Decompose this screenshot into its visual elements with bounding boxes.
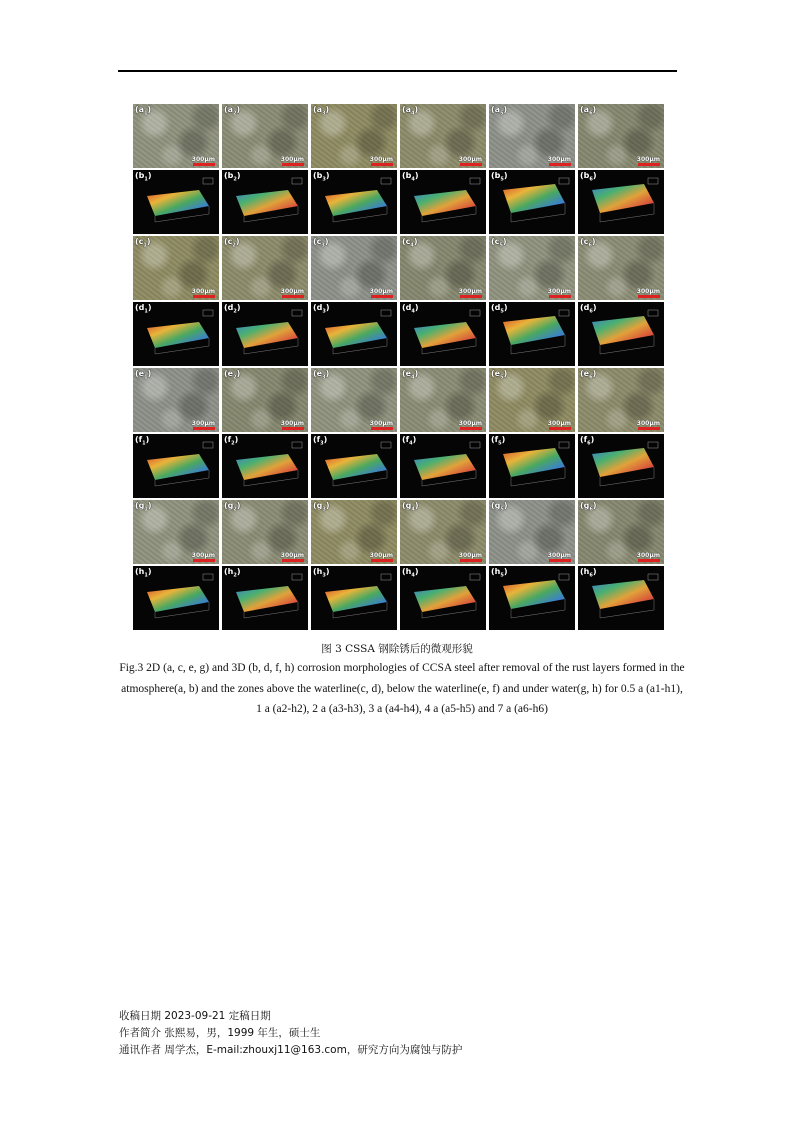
color-legend: [470, 574, 480, 580]
panel-d1: [133, 302, 219, 366]
panel-label: $(b_3)$: [313, 171, 330, 183]
panel-a4: [400, 104, 486, 168]
color-legend: [292, 574, 302, 580]
scale-bar-label: 300μm: [369, 156, 393, 163]
scale-bar: [282, 559, 304, 562]
scale-bar: [549, 427, 571, 430]
scale-bar: [549, 295, 571, 298]
panel-h3: [311, 566, 397, 630]
panel-label: $(c_2)$: [224, 237, 240, 249]
color-legend: [648, 178, 658, 184]
panel-f1: [133, 434, 219, 498]
panel-label: $(f_4)$: [402, 435, 417, 447]
scale-bar-label: 300μm: [191, 156, 215, 163]
figure-grid: [133, 104, 667, 632]
panel-f4: [400, 434, 486, 498]
panel-label: $(c_6)$: [580, 237, 596, 249]
scale-bar-label: 300μm: [458, 288, 482, 295]
color-legend: [559, 574, 569, 580]
panel-label: $(g_6)$: [580, 501, 597, 513]
panel-a6: [578, 104, 664, 168]
panel-g2: [222, 500, 308, 564]
panel-a5: [489, 104, 575, 168]
scale-bar: [549, 163, 571, 166]
panel-f2: [222, 434, 308, 498]
scale-bar: [282, 295, 304, 298]
surface-mesh: [236, 586, 298, 612]
color-legend: [470, 310, 480, 316]
panel-c3: [311, 236, 397, 300]
color-legend: [292, 442, 302, 448]
panel-label: $(d_3)$: [313, 303, 330, 315]
panel-b5: [489, 170, 575, 234]
color-legend: [203, 442, 213, 448]
scale-bar-label: 300μm: [280, 288, 304, 295]
panel-c6: [578, 236, 664, 300]
surface-mesh: [592, 316, 654, 345]
panel-c1: [133, 236, 219, 300]
surface-mesh: [325, 322, 387, 348]
panel-a1: [133, 104, 219, 168]
surface-mesh: [503, 448, 565, 477]
panel-h1: [133, 566, 219, 630]
panel-label: $(b_1)$: [135, 171, 152, 183]
scale-bar-label: 300μm: [369, 288, 393, 295]
panel-label: $(f_2)$: [224, 435, 239, 447]
scale-bar: [371, 163, 393, 166]
panel-c5: [489, 236, 575, 300]
corresponding-author: 通讯作者 周学杰，E-mail:zhouxj11@163.com，研究方向为腐蚀与防护: [119, 1044, 463, 1056]
scale-bar-label: 300μm: [636, 552, 660, 559]
scale-bar: [371, 295, 393, 298]
panel-b1: [133, 170, 219, 234]
surface-mesh: [414, 190, 476, 216]
color-legend: [381, 178, 391, 184]
scale-bar-label: 300μm: [636, 420, 660, 427]
color-legend: [559, 178, 569, 184]
scale-bar-label: 300μm: [547, 552, 571, 559]
panel-g3: [311, 500, 397, 564]
panel-g5: [489, 500, 575, 564]
received-date: 收稿日期 2023-09-21 定稿日期: [119, 1010, 271, 1022]
scale-bar-label: 300μm: [369, 420, 393, 427]
surface-mesh: [147, 454, 209, 480]
color-legend: [381, 574, 391, 580]
panel-label: $(e_2)$: [224, 369, 241, 381]
scale-bar-label: 300μm: [547, 420, 571, 427]
panel-label: $(d_6)$: [580, 303, 597, 315]
panel-label: $(a_3)$: [313, 105, 330, 117]
figure-caption-chinese: 图 3 CSSA 钢除锈后的微观形貌: [321, 643, 473, 655]
color-legend: [648, 310, 658, 316]
scale-bar: [460, 559, 482, 562]
color-legend: [292, 310, 302, 316]
panel-label: $(e_5)$: [491, 369, 508, 381]
panel-f5: [489, 434, 575, 498]
panel-label: $(a_5)$: [491, 105, 508, 117]
panel-label: $(b_6)$: [580, 171, 597, 183]
panel-label: $(d_2)$: [224, 303, 241, 315]
scale-bar: [460, 427, 482, 430]
panel-label: $(a_6)$: [580, 105, 597, 117]
scale-bar-label: 300μm: [191, 420, 215, 427]
surface-mesh: [147, 322, 209, 348]
surface-mesh: [236, 190, 298, 216]
panel-g6: [578, 500, 664, 564]
color-legend: [292, 178, 302, 184]
panel-label: $(e_1)$: [135, 369, 152, 381]
surface-mesh: [503, 316, 565, 345]
scale-bar: [638, 163, 660, 166]
header-rule: [118, 70, 677, 72]
panel-h5: [489, 566, 575, 630]
surface-mesh: [325, 190, 387, 216]
surface-mesh: [236, 454, 298, 480]
scale-bar-label: 300μm: [280, 420, 304, 427]
panel-label: $(d_1)$: [135, 303, 152, 315]
scale-bar: [549, 559, 571, 562]
panel-c4: [400, 236, 486, 300]
panel-label: $(g_2)$: [224, 501, 241, 513]
color-legend: [381, 442, 391, 448]
surface-mesh: [414, 454, 476, 480]
panel-label: $(h_2)$: [224, 567, 241, 579]
figure-caption-english: Fig.3 2D (a, c, e, g) and 3D (b, d, f, h) corrosion morphologies of CCSA steel after removal of the rust layers formed in the atmosphere(a, b) and the zones above the waterline(c, d), below the waterline(e, f) and under water(g, h) for 0.5 a (a1-h1), 1 a (a2-h2), 2 a (a3-h3), 3 a (a4-h4), 4 a (a5-h5) and 7 a (a6-h6): [119, 662, 685, 715]
panel-label: $(g_3)$: [313, 501, 330, 513]
panel-e6: [578, 368, 664, 432]
panel-b3: [311, 170, 397, 234]
scale-bar-label: 300μm: [191, 552, 215, 559]
surface-mesh: [592, 184, 654, 213]
panel-d4: [400, 302, 486, 366]
panel-h6: [578, 566, 664, 630]
scale-bar: [371, 427, 393, 430]
color-legend: [381, 310, 391, 316]
scale-bar: [193, 163, 215, 166]
panel-e3: [311, 368, 397, 432]
surface-mesh: [503, 580, 565, 609]
scale-bar-label: 300μm: [280, 156, 304, 163]
panel-label: $(e_3)$: [313, 369, 330, 381]
surface-mesh: [325, 454, 387, 480]
color-legend: [203, 310, 213, 316]
scale-bar: [638, 427, 660, 430]
panel-e1: [133, 368, 219, 432]
panel-label: $(a_1)$: [135, 105, 152, 117]
panel-g1: [133, 500, 219, 564]
panel-b6: [578, 170, 664, 234]
surface-mesh: [147, 586, 209, 612]
scale-bar: [193, 559, 215, 562]
panel-label: $(a_2)$: [224, 105, 241, 117]
panel-f3: [311, 434, 397, 498]
panel-g4: [400, 500, 486, 564]
panel-b2: [222, 170, 308, 234]
panel-label: $(f_1)$: [135, 435, 150, 447]
scale-bar-label: 300μm: [191, 288, 215, 295]
panel-b4: [400, 170, 486, 234]
panel-label: $(f_6)$: [580, 435, 595, 447]
surface-mesh: [414, 586, 476, 612]
color-legend: [470, 178, 480, 184]
panel-label: $(c_3)$: [313, 237, 329, 249]
panel-label: $(h_6)$: [580, 567, 597, 579]
scale-bar: [193, 295, 215, 298]
panel-h4: [400, 566, 486, 630]
scale-bar: [282, 427, 304, 430]
panel-e5: [489, 368, 575, 432]
panel-label: $(g_4)$: [402, 501, 419, 513]
surface-mesh: [147, 190, 209, 216]
scale-bar-label: 300μm: [636, 156, 660, 163]
color-legend: [203, 574, 213, 580]
panel-label: $(a_4)$: [402, 105, 419, 117]
panel-label: $(e_4)$: [402, 369, 419, 381]
scale-bar: [282, 163, 304, 166]
surface-mesh: [414, 322, 476, 348]
panel-h2: [222, 566, 308, 630]
panel-label: $(b_5)$: [491, 171, 508, 183]
scale-bar-label: 300μm: [547, 288, 571, 295]
panel-f6: [578, 434, 664, 498]
scale-bar: [638, 295, 660, 298]
surface-mesh: [592, 448, 654, 477]
panel-d5: [489, 302, 575, 366]
panel-label: $(h_5)$: [491, 567, 508, 579]
scale-bar-label: 300μm: [636, 288, 660, 295]
panel-label: $(g_5)$: [491, 501, 508, 513]
panel-label: $(h_1)$: [135, 567, 152, 579]
panel-label: $(b_2)$: [224, 171, 241, 183]
scale-bar-label: 300μm: [369, 552, 393, 559]
surface-mesh: [503, 184, 565, 213]
scale-bar: [638, 559, 660, 562]
surface-mesh: [236, 322, 298, 348]
panel-e4: [400, 368, 486, 432]
scale-bar-label: 300μm: [458, 552, 482, 559]
panel-label: $(c_5)$: [491, 237, 507, 249]
surface-mesh: [592, 580, 654, 609]
scale-bar-label: 300μm: [458, 156, 482, 163]
panel-a2: [222, 104, 308, 168]
color-legend: [648, 442, 658, 448]
panel-label: $(d_5)$: [491, 303, 508, 315]
scale-bar: [371, 559, 393, 562]
panel-c2: [222, 236, 308, 300]
panel-label: $(g_1)$: [135, 501, 152, 513]
scale-bar: [460, 163, 482, 166]
panel-label: $(b_4)$: [402, 171, 419, 183]
scale-bar: [193, 427, 215, 430]
color-legend: [559, 442, 569, 448]
panel-label: $(h_3)$: [313, 567, 330, 579]
panel-label: $(h_4)$: [402, 567, 419, 579]
panel-label: $(e_6)$: [580, 369, 597, 381]
color-legend: [203, 178, 213, 184]
scale-bar-label: 300μm: [280, 552, 304, 559]
surface-mesh: [325, 586, 387, 612]
panel-label: $(f_3)$: [313, 435, 328, 447]
panel-a3: [311, 104, 397, 168]
color-legend: [648, 574, 658, 580]
scale-bar-label: 300μm: [458, 420, 482, 427]
panel-label: $(c_4)$: [402, 237, 418, 249]
panel-e2: [222, 368, 308, 432]
panel-label: $(c_1)$: [135, 237, 151, 249]
panel-d3: [311, 302, 397, 366]
panel-label: $(d_4)$: [402, 303, 419, 315]
scale-bar-label: 300μm: [547, 156, 571, 163]
panel-d6: [578, 302, 664, 366]
color-legend: [559, 310, 569, 316]
panel-d2: [222, 302, 308, 366]
author-intro: 作者简介 张熙易，男，1999 年生，硕士生: [119, 1027, 321, 1039]
color-legend: [470, 442, 480, 448]
scale-bar: [460, 295, 482, 298]
panel-label: $(f_5)$: [491, 435, 506, 447]
